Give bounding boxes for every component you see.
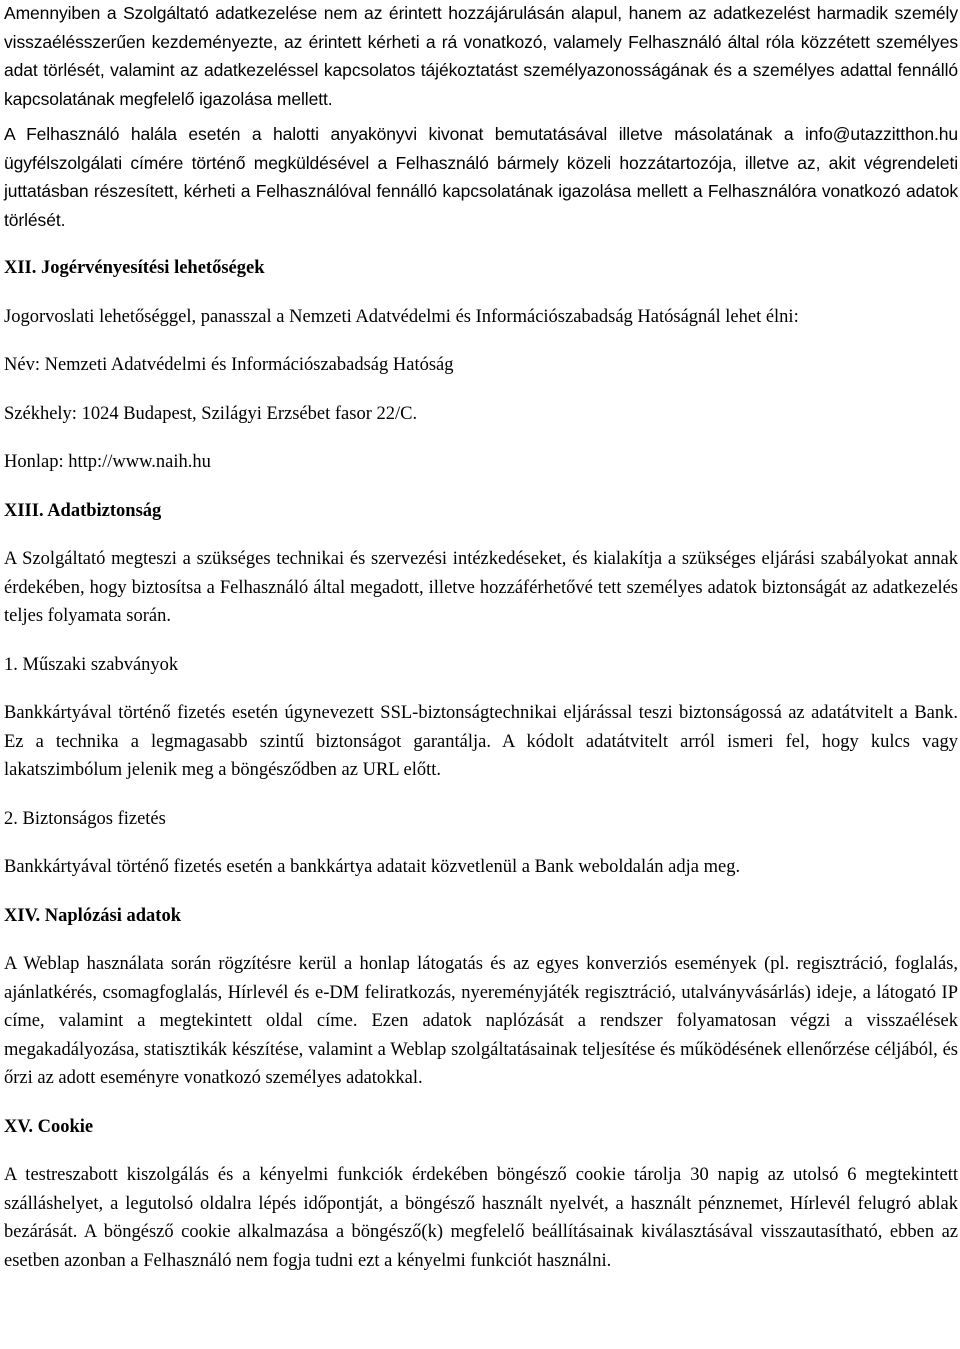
xiv-logging-text: A Weblap használata során rögzítésre kerül a honlap látogatás és az egyes konverziós események (pl. regisztráció, foglalás, ajánlatkérés, csomagfoglalás, Hírlevél és e-DM feliratkozás, nyereményjáték regisztráció, utalványvásárlás) ideje, a látogató IP címe, valamint a megtekintett oldal címe. Ezen adatok naplózását a rendszer folyamatosan végzi a visszaélések megakadályozása, statisztikák készítése, valamint a Weblap szolgáltatásainak teljesítése és működésének ellenőrzése céljából, és őrzi az adott eseményre vonatkozó személyes adatokkal. <box>4 954 958 1088</box>
heading-section-xv: XV. Cookie <box>4 1116 94 1137</box>
xii-intro: Jogorvoslati lehetőséggel, panasszal a Nemzeti Adatvédelmi és Információszabadság Hatóságnál lehet élni: <box>4 306 799 327</box>
heading-section-xii: XII. Jogérvényesítési lehetőségek <box>4 258 265 278</box>
paragraph-data-deletion: Amennyiben a Szolgáltató adatkezelése nem az érintett hozzájárulásán alapul, hanem az adatkezelést harmadik személy visszaélésszerűen kezdeményezte, az érintett kérheti a rá vonatkozó, valamely Felhasználó által róla közzétett személyes adat törlését, valamint az adatkezeléssel kapcsolatos tájékoztatást személyazonosságának és a személyes adattal fennálló kapcsolatának megfelelő igazolása mellett. <box>4 3 958 109</box>
xv-cookie-text: A testreszabott kiszolgálás és a kényelmi funkciók érdekében böngésző cookie tárolja 30 napig az utolsó 6 megtekintett szálláshelyet, a legutolsó oldalra lépés időpontját, a böngésző használt nyelvét, a használt pénznemet, Hírlevél felugró ablak bezárását. A böngésző cookie alkalmazása a böngésző(k) megfelelő beállításainak kiválasztásával visszautasítható, ebben az esetben azonban a Felhasználó nem fogja tudni ezt a kényelmi funkciót használni. <box>4 1165 958 1271</box>
xii-authority-address: Székhely: 1024 Budapest, Szilágyi Erzsébet fasor 22/C. <box>4 403 418 424</box>
xii-authority-name: Név: Nemzeti Adatvédelmi és Információszabadság Hatóság <box>4 355 454 375</box>
xiii-intro: A Szolgáltató megteszi a szükséges technikai és szervezési intézkedéseket, és kialakítja a szükséges eljárási szabályokat annak érdekében, hogy biztosítsa a Felhasználó által megadott, illetve hozzáférhetővé tett személyes adatok biztonságát az adatkezelés teljes folyamata során. <box>4 549 958 626</box>
xiii-technical-standards-text: Bankkártyával történő fizetés esetén úgynevezett SSL-biztonságtechnikai eljárással teszi biztonságossá az adatátvitelt a Bank. Ez a technika a legmagasabb szintű biztonságot garantálja. A kódolt adatátvitelt arról ismeri fel, hogy kulcs vagy lakatszimbólum jelenik meg a böngésződben az URL előtt. <box>4 703 958 780</box>
xii-authority-website: Honlap: http://www.naih.hu <box>4 452 211 472</box>
xiii-subheading-technical-standards: 1. Műszaki szabványok <box>4 654 179 675</box>
heading-section-xiii: XIII. Adatbiztonság <box>4 500 162 521</box>
paragraph-deceased-user: A Felhasználó halála esetén a halotti anyakönyvi kivonat bemutatásával illetve másolatának a info@utazzitthon.hu ügyfélszolgálati címére történő megküldésével a Felhasználó bármely közeli hozzátartozója, illetve az, akit végrendeleti juttatásban részesített, kérheti a Felhasználóval fennálló kapcsolatának igazolása mellett a Felhasználóra vonatkozó adatok törlését. <box>4 124 958 230</box>
xiii-subheading-secure-payment: 2. Biztonságos fizetés <box>4 808 166 829</box>
document-page <box>4 0 958 1275</box>
xiii-secure-payment-text: Bankkártyával történő fizetés esetén a bankkártya adatait közvetlenül a Bank weboldalán adja meg. <box>4 857 741 877</box>
heading-section-xiv: XIV. Naplózási adatok <box>4 905 181 926</box>
